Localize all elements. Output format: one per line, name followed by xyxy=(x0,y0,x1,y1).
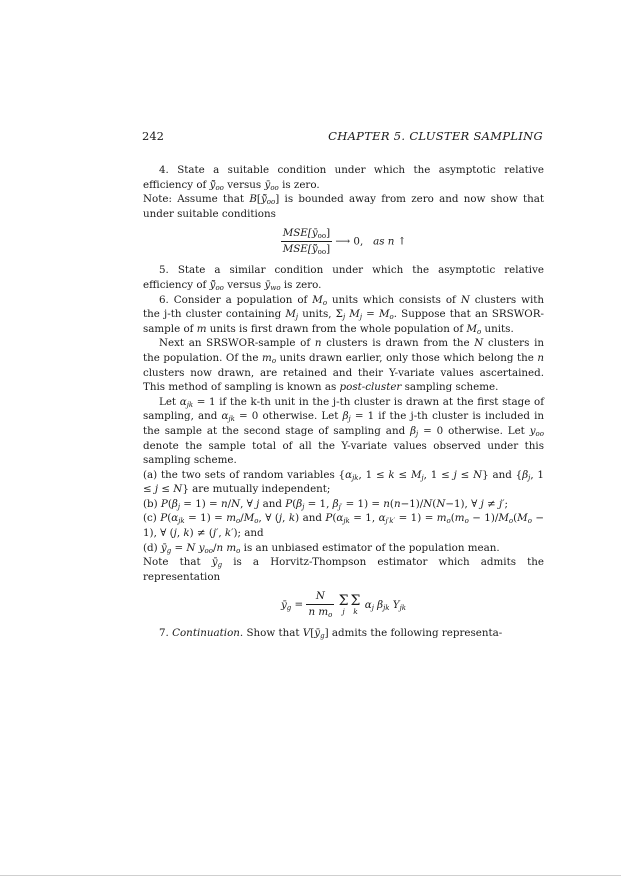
item-c: (c) $P(\alpha_{jk} = 1) = m_o/M_o$, ∀ (j, k) and $P(\alpha_{jk} = 1$, $\alpha_{j'k'} = 1) = m_o(m_o - 1)/M_o(M_o - 1)$, ∀ (j, k) ≠ (j′, k′); and xyxy=(143,512,545,540)
equation-mse-ratio: $\frac{MSE[ȳ_{oo}]}{MSE[ȳ_{oo}]}$ ⟶ 0, as n ↑ xyxy=(282,227,407,257)
exercise-5: 5. State a similar condition under which the asymptotic relative efficiency of $ȳ̃_{oo}$ versus $ȳ_{wo}$ is zero. xyxy=(143,264,544,292)
exercise-7: 7. Continuation. Show that $V[ȳ_g]$ admits the following representa- xyxy=(159,627,503,641)
item-b: (b) $P(\beta_j = 1) = n/N$, ∀ j and $P(\beta_j = 1$, $\beta_{j'} = 1) = n(n-1)/N(N-1)$, ∀ j ≠ j′; xyxy=(143,497,508,511)
item-d: (d) $ȳ_g = N$ $y_{oo}/n$ $m_o$ is an unbiased estimator of the population mean. xyxy=(143,541,500,555)
post-cluster-description: Next an SRSWOR-sample of n clusters is drawn from the N clusters in the population. Of the $m_o$ units drawn earlier, only those which belong the n clusters now drawn, are retained and their Y-variate values ascertained. This method of sampling is known as post-cluster sampling scheme. xyxy=(143,337,545,394)
page-body xyxy=(143,163,544,641)
page-number: 242 xyxy=(142,129,164,143)
exercise-4: 4. State a suitable condition under which the asymptotic relative efficiency of $ȳ̃_{oo}$ versus $ȳ_{oo}$ is zero. xyxy=(143,164,544,192)
equation-horvitz-thompson: $ȳ_g$ = $\frac{N}{n m_o}$ Σ j Σ k $\alpha_j$ $\beta_{jk}$ $Y_{jk}$ xyxy=(280,590,407,620)
note-1: Note: Assume that $B[ȳ̃_{oo}]$ is bounded away from zero and now show that under suitable conditions xyxy=(143,193,544,220)
indicator-definitions: Let $\alpha_{jk} = 1$ if the k-th unit in the j-th cluster is drawn at the first stage of sampling, and $\alpha_{jk} = 0$ otherwise. Let $\beta_j = 1$ if the j-th cluster is included in the sample at the second stage of sampling and $\beta_j = 0$ otherwise. Let $y_{oo}$ denote the sample total of all the Y-variate values observed under this sampling scheme. xyxy=(143,395,544,467)
exercise-6: 6. Consider a population of $M_o$ units which consists of N clusters with the j-th cluster containing $M_j$ units, $\Sigma_j$ $M_j = M_o$. Suppose that an SRSWOR-sample of m units is first drawn from the whole population of $M_o$ units. xyxy=(143,293,545,336)
item-a: (a) the two sets of random variables {$\alpha_{jk}$, $1 \le k \le M_j$, 1 ≤ j ≤ N} and {$\beta_j$, 1 ≤ j ≤ N} are mutually independent; xyxy=(143,468,544,496)
page-bottom-edge xyxy=(0,875,621,876)
note-2: Note that $ȳ_g$ is a Horvitz-Thompson estimator which admits the representation xyxy=(143,556,544,583)
page-header xyxy=(142,129,543,145)
running-head: CHAPTER 5. CLUSTER SAMPLING xyxy=(328,129,543,143)
